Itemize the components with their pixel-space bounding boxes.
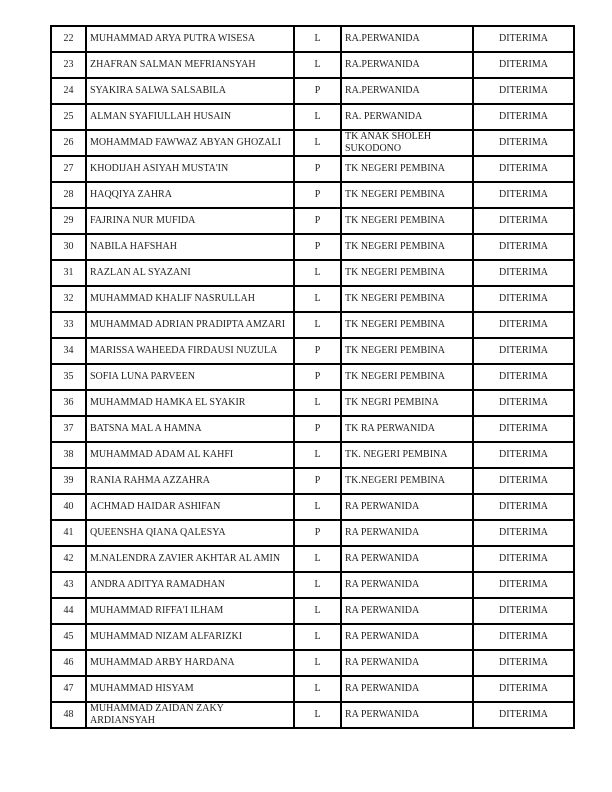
- gender-cell: P: [294, 416, 341, 442]
- status-cell: DITERIMA: [473, 676, 574, 702]
- name-cell: RAZLAN AL SYAZANI: [86, 260, 294, 286]
- row-number-cell: 46: [51, 650, 86, 676]
- name-cell: HAQQIYA ZAHRA: [86, 182, 294, 208]
- gender-cell: L: [294, 676, 341, 702]
- table-row: [51, 338, 574, 364]
- name-cell: ZHAFRAN SALMAN MEFRIANSYAH: [86, 52, 294, 78]
- name-cell: MUHAMMAD ADAM AL KAHFI: [86, 442, 294, 468]
- status-cell: DITERIMA: [473, 546, 574, 572]
- row-number-cell: 34: [51, 338, 86, 364]
- status-cell: DITERIMA: [473, 416, 574, 442]
- table-row: [51, 442, 574, 468]
- row-number-cell: 48: [51, 702, 86, 728]
- school-cell: TK NEGERI PEMBINA: [341, 260, 473, 286]
- name-cell: MUHAMMAD ARBY HARDANA: [86, 650, 294, 676]
- status-cell: DITERIMA: [473, 364, 574, 390]
- gender-cell: L: [294, 442, 341, 468]
- name-cell: SYAKIRA SALWA SALSABILA: [86, 78, 294, 104]
- table-row: [51, 702, 574, 728]
- table-row: [51, 416, 574, 442]
- row-number-cell: 33: [51, 312, 86, 338]
- gender-cell: L: [294, 130, 341, 156]
- row-number-cell: 39: [51, 468, 86, 494]
- school-cell: RA PERWANIDA: [341, 520, 473, 546]
- status-cell: DITERIMA: [473, 650, 574, 676]
- school-cell: RA. PERWANIDA: [341, 104, 473, 130]
- school-cell: RA.PERWANIDA: [341, 52, 473, 78]
- status-cell: DITERIMA: [473, 104, 574, 130]
- table-row: [51, 52, 574, 78]
- table-row: [51, 260, 574, 286]
- row-number-cell: 37: [51, 416, 86, 442]
- table-row: [51, 312, 574, 338]
- status-cell: DITERIMA: [473, 286, 574, 312]
- row-number-cell: 45: [51, 624, 86, 650]
- name-cell: M.NALENDRA ZAVIER AKHTAR AL AMIN: [86, 546, 294, 572]
- row-number-cell: 31: [51, 260, 86, 286]
- status-cell: DITERIMA: [473, 442, 574, 468]
- status-cell: DITERIMA: [473, 520, 574, 546]
- row-number-cell: 36: [51, 390, 86, 416]
- table-row: [51, 598, 574, 624]
- name-cell: MUHAMMAD RIFFA'I ILHAM: [86, 598, 294, 624]
- name-cell: MUHAMMAD KHALIF NASRULLAH: [86, 286, 294, 312]
- table-row: [51, 130, 574, 156]
- gender-cell: L: [294, 572, 341, 598]
- table-row: [51, 234, 574, 260]
- row-number-cell: 38: [51, 442, 86, 468]
- name-cell: RANIA RAHMA AZZAHRA: [86, 468, 294, 494]
- row-number-cell: 28: [51, 182, 86, 208]
- name-cell: MUHAMMAD ARYA PUTRA WISESA: [86, 26, 294, 52]
- status-cell: DITERIMA: [473, 598, 574, 624]
- gender-cell: L: [294, 260, 341, 286]
- school-cell: TK NEGERI PEMBINA: [341, 286, 473, 312]
- school-cell: TK NEGERI PEMBINA: [341, 364, 473, 390]
- name-cell: BATSNA MAL A HAMNA: [86, 416, 294, 442]
- table-row: [51, 468, 574, 494]
- school-cell: RA.PERWANIDA: [341, 78, 473, 104]
- gender-cell: P: [294, 182, 341, 208]
- status-cell: DITERIMA: [473, 130, 574, 156]
- name-cell: KHODIJAH ASIYAH MUSTA'IN: [86, 156, 294, 182]
- name-cell: MUHAMMAD NIZAM ALFARIZKI: [86, 624, 294, 650]
- school-cell: TK RA PERWANIDA: [341, 416, 473, 442]
- table-row: [51, 78, 574, 104]
- gender-cell: L: [294, 312, 341, 338]
- gender-cell: L: [294, 494, 341, 520]
- status-cell: DITERIMA: [473, 52, 574, 78]
- school-cell: TK.NEGERI PEMBINA: [341, 468, 473, 494]
- row-number-cell: 32: [51, 286, 86, 312]
- acceptance-table: [50, 25, 575, 729]
- table-row: [51, 572, 574, 598]
- table-row: [51, 676, 574, 702]
- table-row: [51, 104, 574, 130]
- gender-cell: P: [294, 208, 341, 234]
- school-cell: RA.PERWANIDA: [341, 26, 473, 52]
- row-number-cell: 40: [51, 494, 86, 520]
- gender-cell: L: [294, 390, 341, 416]
- school-cell: RA PERWANIDA: [341, 546, 473, 572]
- school-cell: TK. NEGERI PEMBINA: [341, 442, 473, 468]
- row-number-cell: 25: [51, 104, 86, 130]
- name-cell: MUHAMMAD HAMKA EL SYAKIR: [86, 390, 294, 416]
- name-cell: NABILA HAFSHAH: [86, 234, 294, 260]
- school-cell: TK NEGRI PEMBINA: [341, 390, 473, 416]
- name-cell: SOFIA LUNA PARVEEN: [86, 364, 294, 390]
- row-number-cell: 23: [51, 52, 86, 78]
- status-cell: DITERIMA: [473, 338, 574, 364]
- status-cell: DITERIMA: [473, 156, 574, 182]
- gender-cell: P: [294, 468, 341, 494]
- school-cell: RA PERWANIDA: [341, 676, 473, 702]
- status-cell: DITERIMA: [473, 26, 574, 52]
- row-number-cell: 26: [51, 130, 86, 156]
- gender-cell: P: [294, 338, 341, 364]
- name-cell: QUEENSHA QIANA QALESYA: [86, 520, 294, 546]
- status-cell: DITERIMA: [473, 624, 574, 650]
- status-cell: DITERIMA: [473, 234, 574, 260]
- gender-cell: L: [294, 286, 341, 312]
- row-number-cell: 42: [51, 546, 86, 572]
- table-row: [51, 364, 574, 390]
- gender-cell: L: [294, 52, 341, 78]
- school-cell: RA PERWANIDA: [341, 598, 473, 624]
- status-cell: DITERIMA: [473, 208, 574, 234]
- row-number-cell: 43: [51, 572, 86, 598]
- school-cell: TK NEGERI PEMBINA: [341, 208, 473, 234]
- name-cell: MUHAMMAD HISYAM: [86, 676, 294, 702]
- status-cell: DITERIMA: [473, 468, 574, 494]
- school-cell: TK NEGERI PEMBINA: [341, 312, 473, 338]
- table-row: [51, 26, 574, 52]
- gender-cell: L: [294, 598, 341, 624]
- school-cell: RA PERWANIDA: [341, 702, 473, 728]
- gender-cell: L: [294, 104, 341, 130]
- status-cell: DITERIMA: [473, 78, 574, 104]
- status-cell: DITERIMA: [473, 702, 574, 728]
- gender-cell: P: [294, 364, 341, 390]
- table-row: [51, 286, 574, 312]
- gender-cell: L: [294, 702, 341, 728]
- name-cell: ACHMAD HAIDAR ASHIFAN: [86, 494, 294, 520]
- gender-cell: P: [294, 520, 341, 546]
- table-body: [51, 26, 574, 728]
- table-row: [51, 390, 574, 416]
- name-cell: MUHAMMAD ZAIDAN ZAKY ARDIANSYAH: [86, 702, 294, 728]
- school-cell: RA PERWANIDA: [341, 572, 473, 598]
- status-cell: DITERIMA: [473, 494, 574, 520]
- school-cell: TK ANAK SHOLEH SUKODONO: [341, 130, 473, 156]
- name-cell: MOHAMMAD FAWWAZ ABYAN GHOZALI: [86, 130, 294, 156]
- name-cell: FAJRINA NUR MUFIDA: [86, 208, 294, 234]
- name-cell: MUHAMMAD ADRIAN PRADIPTA AMZARI: [86, 312, 294, 338]
- table-row: [51, 546, 574, 572]
- table-row: [51, 182, 574, 208]
- gender-cell: L: [294, 624, 341, 650]
- status-cell: DITERIMA: [473, 390, 574, 416]
- status-cell: DITERIMA: [473, 312, 574, 338]
- name-cell: ALMAN SYAFIULLAH HUSAIN: [86, 104, 294, 130]
- row-number-cell: 47: [51, 676, 86, 702]
- school-cell: RA PERWANIDA: [341, 494, 473, 520]
- table-row: [51, 650, 574, 676]
- table-row: [51, 520, 574, 546]
- row-number-cell: 35: [51, 364, 86, 390]
- table-row: [51, 624, 574, 650]
- name-cell: ANDRA ADITYA RAMADHAN: [86, 572, 294, 598]
- status-cell: DITERIMA: [473, 260, 574, 286]
- row-number-cell: 30: [51, 234, 86, 260]
- gender-cell: L: [294, 26, 341, 52]
- gender-cell: P: [294, 78, 341, 104]
- row-number-cell: 22: [51, 26, 86, 52]
- row-number-cell: 24: [51, 78, 86, 104]
- gender-cell: L: [294, 546, 341, 572]
- gender-cell: P: [294, 156, 341, 182]
- name-cell: MARISSA WAHEEDA FIRDAUSI NUZULA: [86, 338, 294, 364]
- row-number-cell: 44: [51, 598, 86, 624]
- table-row: [51, 208, 574, 234]
- school-cell: TK NEGERI PEMBINA: [341, 234, 473, 260]
- row-number-cell: 27: [51, 156, 86, 182]
- gender-cell: P: [294, 234, 341, 260]
- school-cell: TK NEGERI PEMBINA: [341, 156, 473, 182]
- row-number-cell: 29: [51, 208, 86, 234]
- gender-cell: L: [294, 650, 341, 676]
- table-row: [51, 156, 574, 182]
- row-number-cell: 41: [51, 520, 86, 546]
- school-cell: TK NEGERI PEMBINA: [341, 338, 473, 364]
- school-cell: TK NEGERI PEMBINA: [341, 182, 473, 208]
- school-cell: RA PERWANIDA: [341, 624, 473, 650]
- table-row: [51, 494, 574, 520]
- status-cell: DITERIMA: [473, 572, 574, 598]
- school-cell: RA PERWANIDA: [341, 650, 473, 676]
- status-cell: DITERIMA: [473, 182, 574, 208]
